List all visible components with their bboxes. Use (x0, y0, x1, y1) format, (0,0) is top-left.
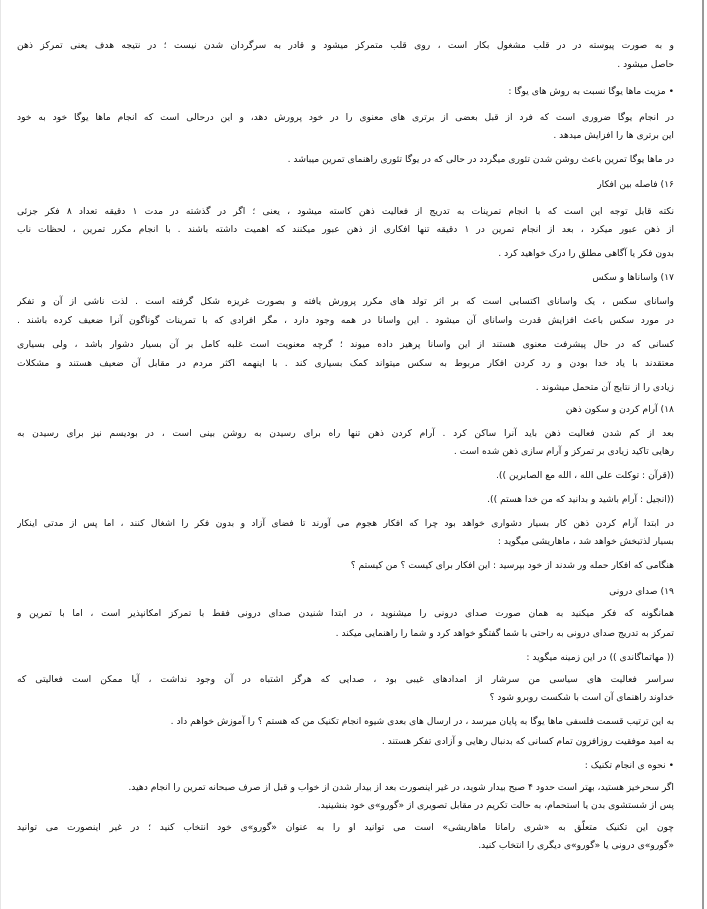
text-line: (( مهاتماگاندی )) در این زمینه میگوید : (526, 652, 674, 663)
text-line: سراسر فعالیت های سیاسی من سرشار از امدادهای غیبی بود ، صدایی که هرگز اشتباه در آن وجود نداشت ، آیا ممکن است فعالیتی که (17, 674, 674, 685)
text-line: به امید موفقیت روزافزون تمام کسانی که بدنبال رهایی و آزادی تفکر هستند . (381, 736, 674, 747)
text-line: معتقدند با یاد خدا بودن و رد کردن افکار مربوط به سکس میتواند کمک بسیاری کند . با اینهمه اکثر مردم در مقابل آن ضعیف هستند و مشکلات (17, 358, 674, 369)
text-line: • مزیت ماها یوگا نسبت به روش های یوگا : (508, 86, 674, 97)
text-line: «گورو»ی درونی یا «گورو»ی دیگری را انتخاب کنید. (478, 840, 674, 851)
text-line: حاصل میشود . (617, 59, 674, 70)
text-line: رهایی تاکید زیادی بر تمرکز و آرام سازی ذهن شده است . (453, 446, 674, 457)
text-line: در انجام یوگا ضروری است که فرد از قبل بعضی از برتری های معنوی را در خود پرورش دهد، و این درحالی است که انجام ماها یوگا خود به خود (17, 112, 674, 123)
text-line: بدون فکر یا آگاهی مطلق را درک خواهید کرد . (498, 248, 674, 259)
text-line: ۱۹) صدای درونی (609, 586, 674, 597)
text-line: پس از شستشوی بدن یا استحمام، به حالت تکریم در مقابل تصویری از «گورو»ی خود بنشینید. (317, 800, 674, 811)
text-line: واساناى سکس ، یک واساناى اکتسابی است که بر اثر تولد های مکرر پرورش یافته و بصورت غریزه شکل گرفته است . لذت ناشی از آن و تفکر (17, 296, 674, 307)
text-line: بعد از کم شدن فعالیت ذهن باید آنرا ساکن کرد . آرام کردن ذهن تنها راه برای رسیدن به روشن بینی است ، در بودیسم نیز برای رسیدن به (17, 428, 674, 439)
text-line: خداوند راهنمای آن است با شکست روبرو شود ؟ (489, 692, 674, 703)
text-line: ۱۸) آرام کردن و سکون ذهن (565, 404, 674, 415)
text-line: ((قرآن : توکلت علی الله ، الله مع الصابرین )). (495, 470, 674, 481)
text-line: نکته قابل توجه این است که با انجام تمرینات به تدریج از فعالیت ذهن کاسته میشود ، یعنی ؛ اگر در گذشته در مدت ۱ دقیقه تعداد ۸ فکر جزئی (17, 206, 674, 217)
text-line: در ابتدا آرام کردن ذهن کار بسیار دشواری خواهد بود چرا که افکار هجوم می آورند تا فضای آزاد و بدون فکر را اشغال کنند ، اما پس از مدتی اینکار (17, 518, 674, 529)
text-line: و به صورت پیوسته در در قلب مشغول بکار است ، روی قلب متمرکز میشود و قادر به سرگردان شدن نیست ؛ در نتیجه هدف یعنی تمرکز ذهن (17, 40, 674, 51)
text-line: چون این تکنیک متعلّق به «شری راماتا ماهاریشی» است می توانید او را به عنوان «گورو»ی خود انتخاب کنید ؛ در غیر اینصورت می توانید (17, 822, 674, 833)
text-line: از ذهن عبور میکرد ، بعد از انجام تمرین در ۱ دقیقه تنها افکاری از ذهن عبور میکنند که اهمیت داشته باشند . با انجام مکرر تمرین ، لحظات ناب (17, 224, 674, 235)
text-line: ((انجیل : آرام باشید و بدانید که من خدا هستم )). (487, 494, 674, 505)
text-line: تمرکز به تدریج صدای درونی به راحتی با شما گفتگو خواهد کرد و شما را راهنمایی میکند . (335, 628, 674, 639)
text-line: هنگامی که افکار حمله ور شدند از خود بپرسید : این افکار برای کیست ؟ من کیستم ؟ (350, 560, 674, 571)
text-line: ۱۶) فاصله بین افکار (597, 179, 674, 190)
text-line: این برتری ها را افزایش میدهد . (553, 130, 674, 141)
text-line: بسیار لذتبخش خواهد شد ، ماهاریشی میگوید : (497, 536, 674, 547)
text-line: در مورد سکس باعث افزایش قدرت واساناى آن میشود . این واسانا در همه وجود دارد ، مگر افرادی که با تمرینات گوناگون آنرا ضعیف کرده باشند . (17, 315, 674, 326)
text-line: به این ترتیب قسمت فلسفی ماها یوگا به پایان میرسد ، در ارسال های بعدی شیوه انجام تکنیک من که هستم ؟ را آموزش خواهم داد . (170, 716, 674, 727)
text-line: زیادی را از نتایج آن متحمل میشوند . (535, 382, 674, 393)
text-line: کسانی که در حال پیشرفت معنوی هستند از این واسانا پرهیز داده میوند ؛ گرچه معنویت است غلبه کامل بر آن بسیار دشوار باشد ، ولی بسیاری (17, 339, 674, 350)
text-line: همانگونه که فکر میکنید به همان صورت صدای درونی را میشنوید ، در ابتدا شنیدن صدای درونی فقط با تمرکز امکانپذیر است ، اما با تمرین و (17, 608, 674, 619)
text-line: • نحوه ی انجام تکنیک : (584, 760, 674, 771)
text-line: ۱۷) واساناها و سکس (592, 272, 674, 283)
text-line: اگر سحرخیز هستید، بهتر است حدود ۴ صبح بیدار شوید، در غیر اینصورت بعد از بیدار شدن از خواب و قبل از صرف صبحانه تمرین را انجام دهید. (128, 782, 674, 793)
text-line: در ماها یوگا تمرین باعث روشن شدن تئوری میگردد در حالی که در یوگا تئوری راهنمای تمرین میباشد . (287, 154, 674, 165)
